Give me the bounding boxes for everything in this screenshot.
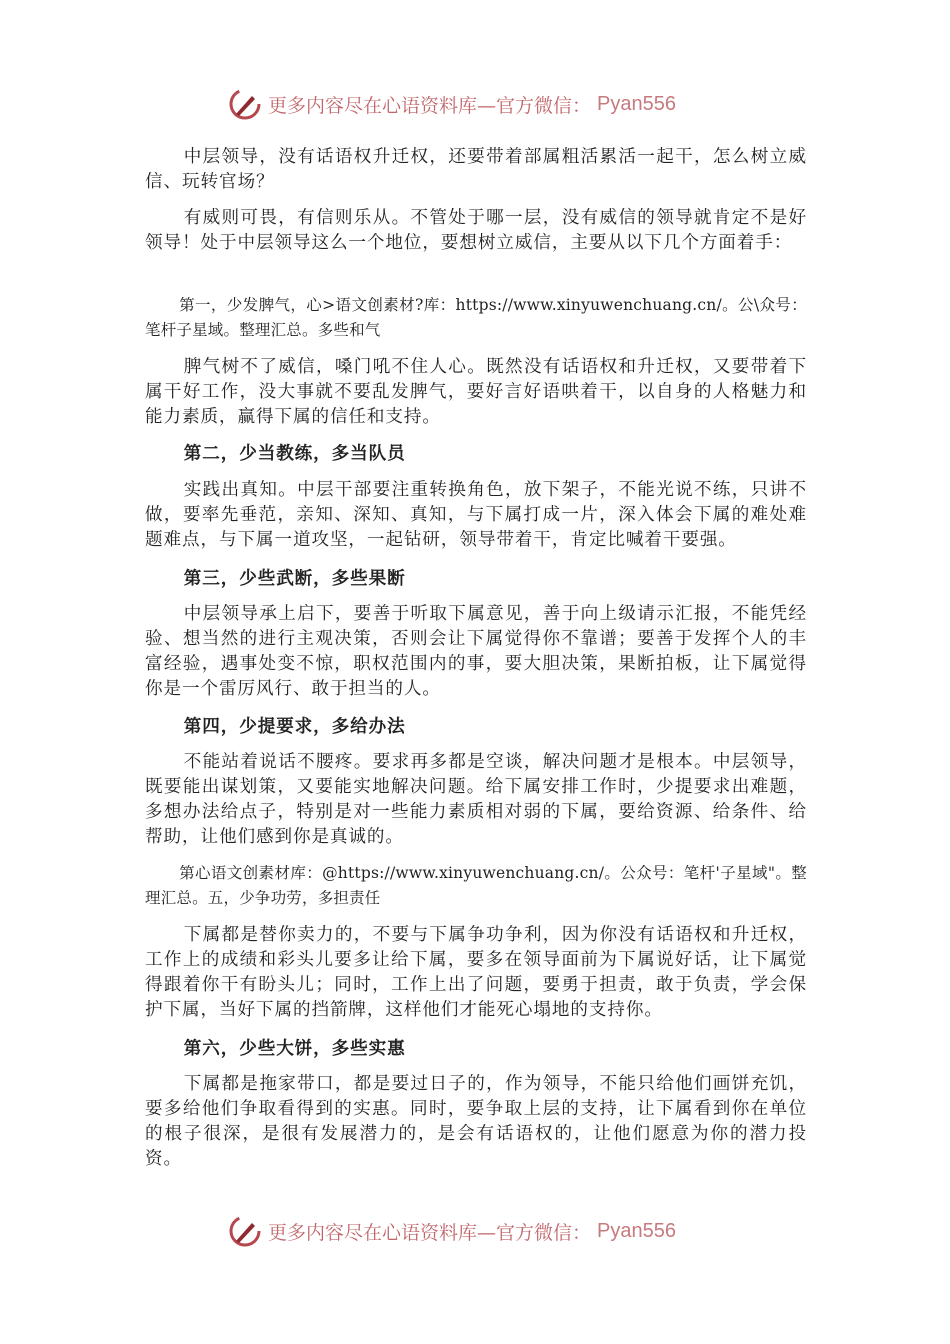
paragraph: 第心语文创素材库：@https://www.xinyuwenchuang.cn/。公众号：笔杆'子星域"。整理汇总。五，少争功劳，多担责任 xyxy=(145,864,807,907)
paragraph: 中层领导承上启下，要善于听取下属意见，善于向上级请示汇报，不能凭经验、想当然的进行主观决策，否则会让下属觉得你不靠谱；要善于发挥个人的丰富经验，遇事处变不惊，职权范围内的事，要大胆决策，果断拍板，让下属觉得你是一个雷厉风行、敢于担当的人。 xyxy=(145,604,807,699)
paragraph: 第一，少发脾气，心>语文创素材?库：https://www.xinyuwenchuang.cn/。公\众号：笔杆子星域。整理汇总。多些和气 xyxy=(145,296,807,339)
banner-text: 更多内容尽在心语资料库—官方微信： xyxy=(268,1221,592,1244)
section-heading: 第四，少提要求，多给办法 xyxy=(183,716,406,737)
paragraph: 下属都是拖家带口，都是要过日子的，作为领导，不能只给他们画饼充饥，要多给他们争取看得到的实惠。同时，要争取上层的支持，让下属看到你在单位的根子很深，是很有发展潜力的，是会有话语权的，让他们愿意为你的潜力投资。 xyxy=(145,1074,807,1169)
paragraph: 下属都是替你卖力的，不要与下属争功争利，因为你没有话语权和升迁权，工作上的成绩和彩头儿要多让给下属，要多在领导面前为下属说好话，让下属觉得跟着你干有盼头儿；同时，工作上出了问题，要勇于担责，敢于负责，学会保护下属，当好下属的挡箭牌，这样他们才能死心塌地的支持你。 xyxy=(145,925,807,1020)
header-banner xyxy=(228,86,728,122)
banner-text: 更多内容尽在心语资料库—官方微信： xyxy=(268,94,592,117)
paragraph: 中层领导，没有话语权升迁权，还要带着部属粗活累活一起干，怎么树立威信、玩转官场？ xyxy=(145,147,807,192)
section-heading: 第二，少当教练，多当队员 xyxy=(183,443,406,464)
banner-wechat: Pyan556 xyxy=(597,92,676,115)
footer-banner xyxy=(228,1213,728,1249)
paragraph: 不能站着说话不腰疼。要求再多都是空谈，解决问题才是根本。中层领导，既要能出谋划策，又要能实地解决问题。给下属安排工作时，少提要求出难题，多想办法给点子，特别是对一些能力素质相对弱的下属，要给资源、给条件、给帮助，让他们感到你是真诚的。 xyxy=(145,752,807,847)
section-heading: 第六，少些大饼，多些实惠 xyxy=(183,1038,406,1059)
paragraph: 实践出真知。中层干部要注重转换角色，放下架子，不能光说不练，只讲不做，要率先垂范，亲知、深知、真知，与下属打成一片，深入体会下属的难处难题难点，与下属一道攻坚，一起钻研，领导带着干，肯定比喊着干要强。 xyxy=(145,480,807,550)
banner-wechat: Pyan556 xyxy=(597,1219,676,1242)
pen-logo-icon xyxy=(228,87,262,121)
paragraph: 有威则可畏，有信则乐从。不管处于哪一层，没有威信的领导就肯定不是好领导！处于中层领导这么一个地位，要想树立威信，主要从以下几个方面着手： xyxy=(145,208,807,253)
section-heading: 第三，少些武断，多些果断 xyxy=(183,568,406,589)
paragraph: 脾气树不了威信，嗓门吼不住人心。既然没有话语权和升迁权，又要带着下属干好工作，没大事就不要乱发脾气，要好言好语哄着干，以自身的人格魅力和能力素质，赢得下属的信任和支持。 xyxy=(145,357,807,427)
pen-logo-icon xyxy=(228,1214,262,1248)
